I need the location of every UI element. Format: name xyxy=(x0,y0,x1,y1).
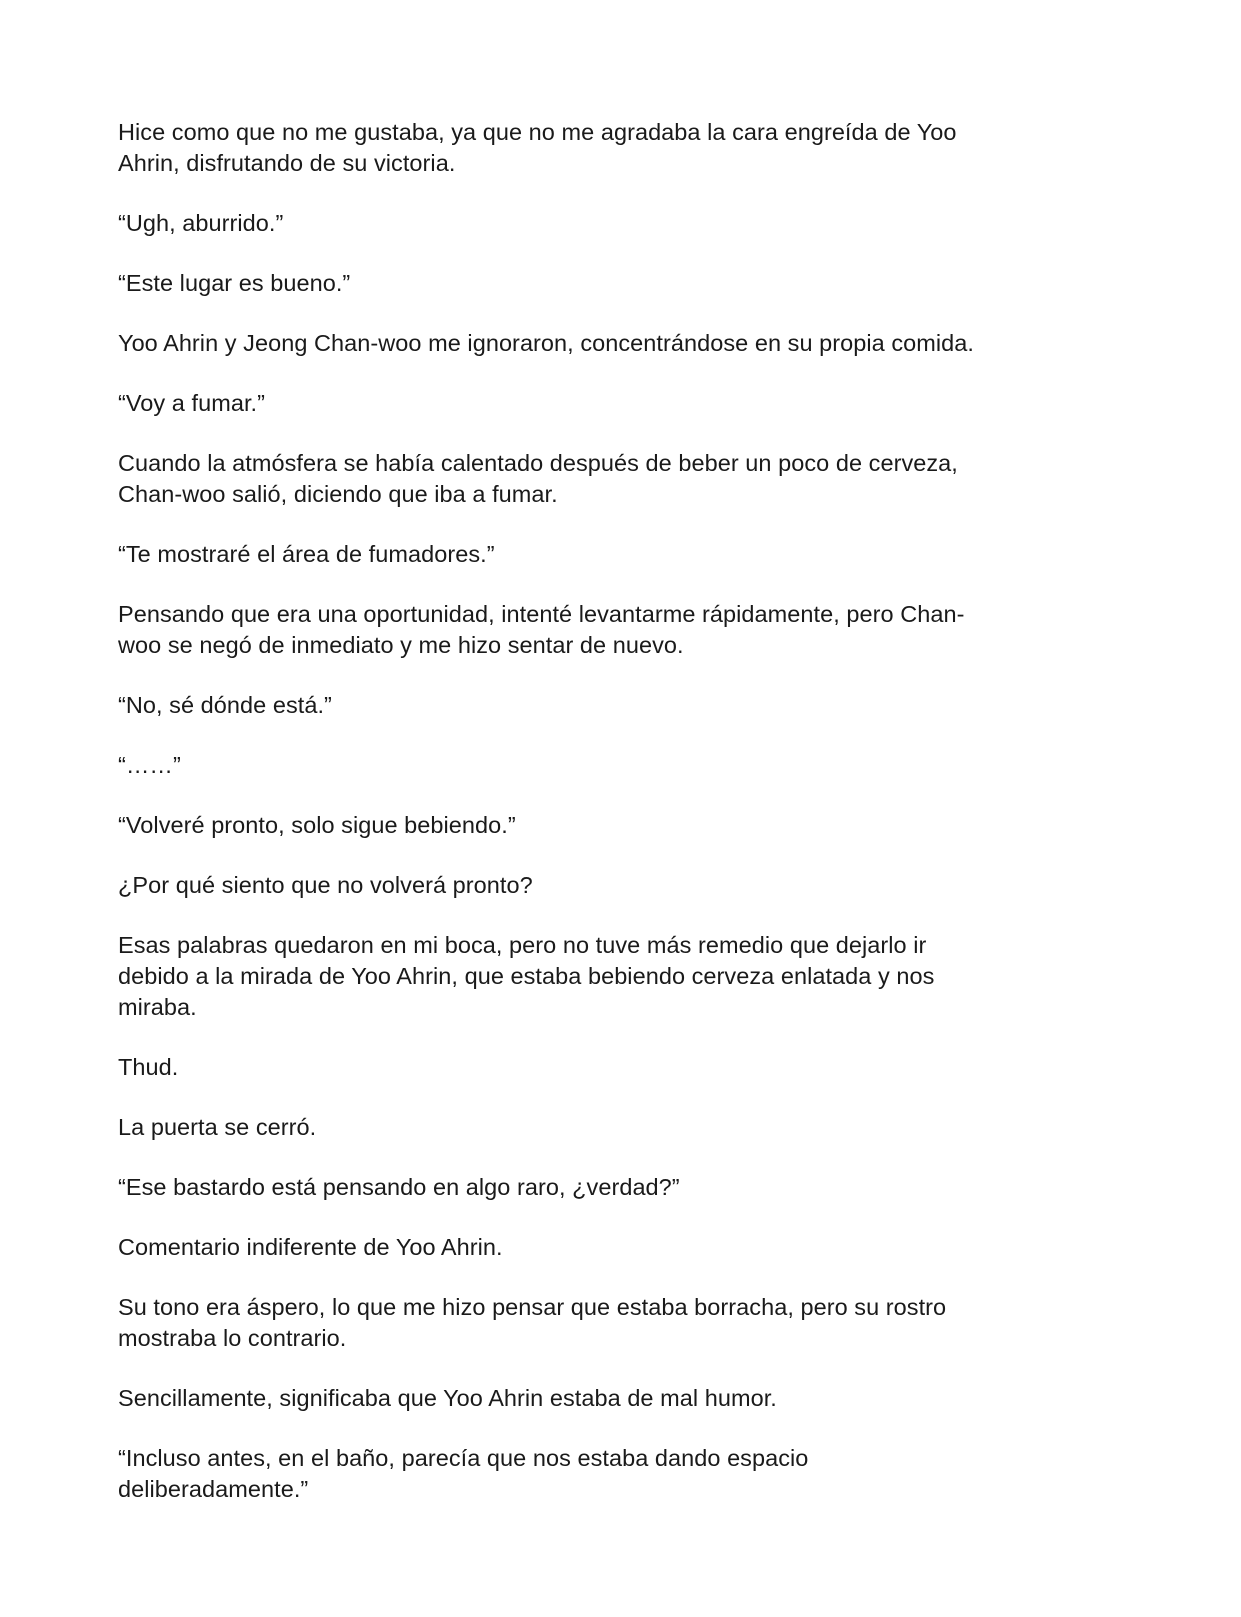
dialogue-line: “Este lugar es bueno.” xyxy=(118,270,351,296)
paragraph: Comentario indiferente de Yoo Ahrin. xyxy=(118,1234,503,1260)
dialogue-line: “Ese bastardo está pensando en algo raro, ¿verdad?” xyxy=(118,1174,680,1200)
paragraph: Sencillamente, significaba que Yoo Ahrin estaba de mal humor. xyxy=(118,1385,777,1411)
paragraph: Yoo Ahrin y Jeong Chan-woo me ignoraron, concentrándose en su propia comida. xyxy=(118,330,974,356)
document-body xyxy=(118,117,1118,1534)
dialogue-line: “Te mostraré el área de fumadores.” xyxy=(118,541,495,567)
paragraph: Esas palabras quedaron en mi boca, pero no tuve más remedio que dejarlo ir debido a la mirada de Yoo Ahrin, que estaba bebiendo cerveza enlatada y nos miraba. xyxy=(118,932,935,1020)
paragraph: La puerta se cerró. xyxy=(118,1114,317,1140)
paragraph: Su tono era áspero, lo que me hizo pensar que estaba borracha, pero su rostro mostraba lo contrario. xyxy=(118,1294,947,1351)
paragraph: Pensando que era una oportunidad, intenté levantarme rápidamente, pero Chan- woo se negó de inmediato y me hizo sentar de nuevo. xyxy=(118,601,965,658)
paragraph: Cuando la atmósfera se había calentado después de beber un poco de cerveza, Chan-woo salió, diciendo que iba a fumar. xyxy=(118,450,958,507)
dialogue-line: “No, sé dónde está.” xyxy=(118,692,332,718)
paragraph: Thud. xyxy=(118,1054,179,1080)
paragraph: Hice como que no me gustaba, ya que no me agradaba la cara engreída de Yoo Ahrin, disfrutando de su victoria. xyxy=(118,119,957,176)
dialogue-line: “……” xyxy=(118,752,181,778)
dialogue-line: “Ugh, aburrido.” xyxy=(118,210,284,236)
dialogue-line: “Voy a fumar.” xyxy=(118,390,265,416)
dialogue-line: “Incluso antes, en el baño, parecía que nos estaba dando espacio deliberadamente.” xyxy=(118,1445,809,1502)
paragraph: ¿Por qué siento que no volverá pronto? xyxy=(118,872,533,898)
dialogue-line: “Volveré pronto, solo sigue bebiendo.” xyxy=(118,812,516,838)
